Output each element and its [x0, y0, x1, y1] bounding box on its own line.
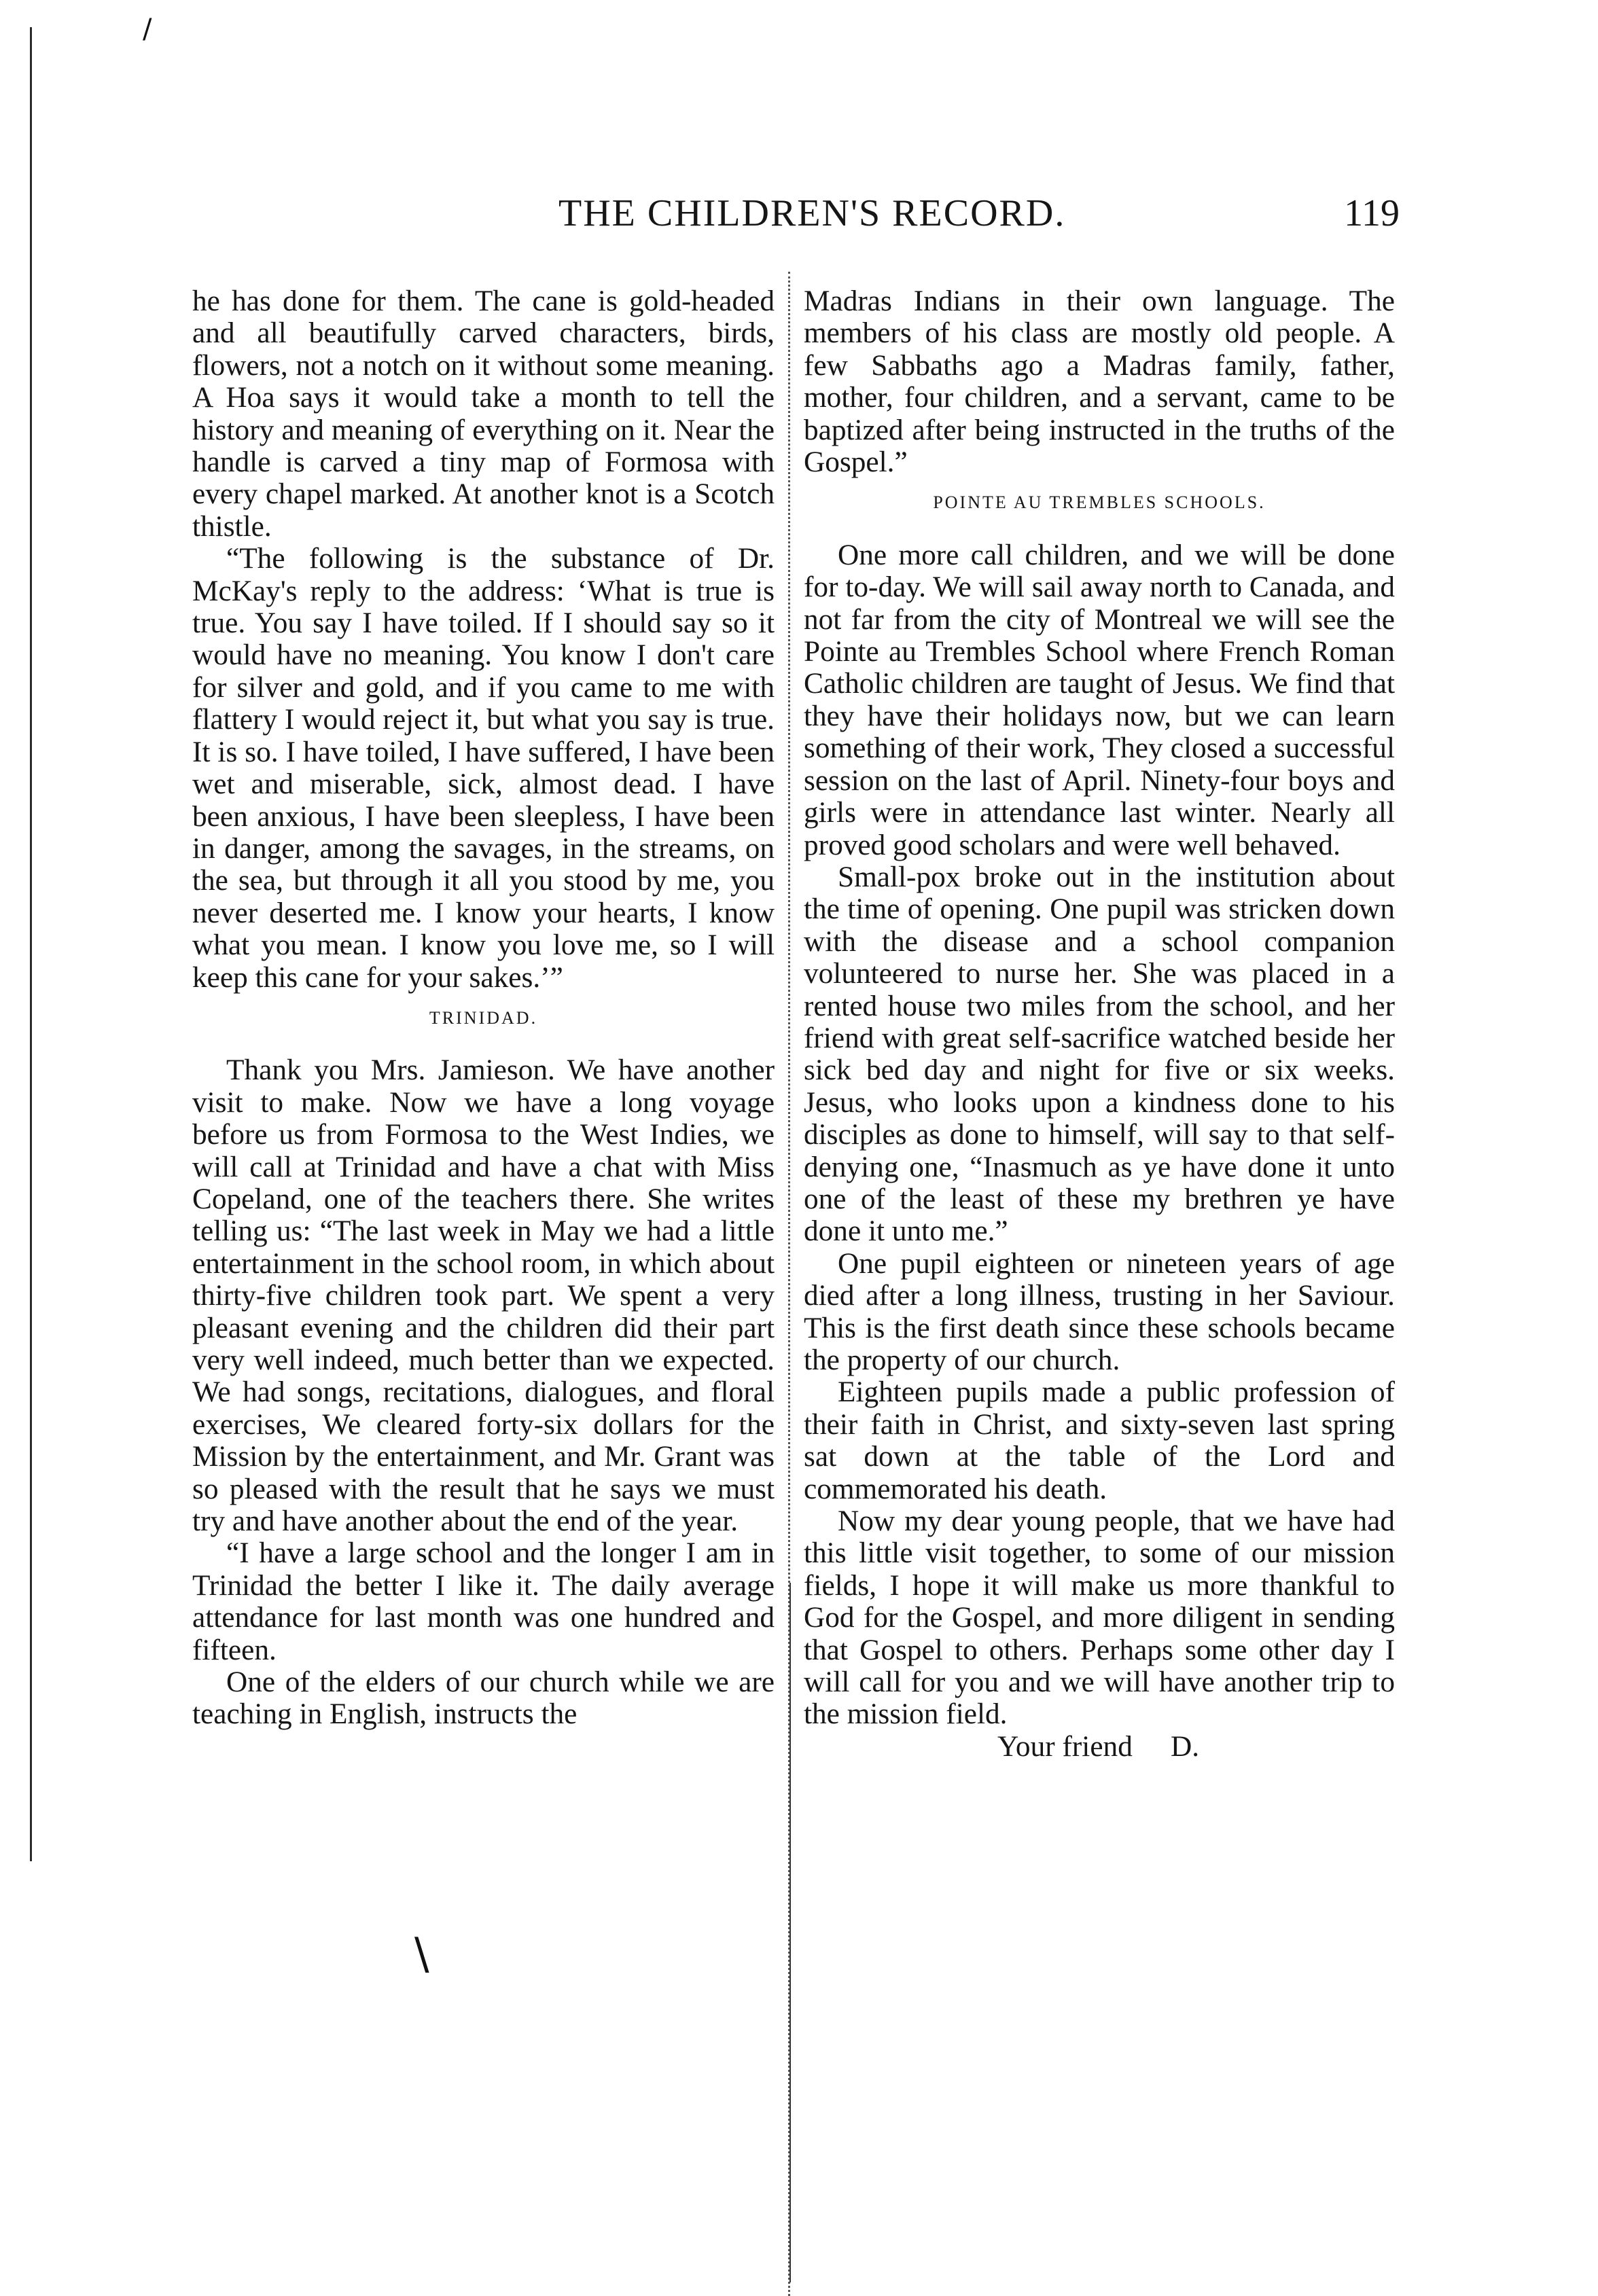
page-header: [204, 192, 1400, 246]
page-number: 119: [1344, 192, 1400, 234]
signoff-initial: D.: [1171, 1729, 1200, 1763]
section-heading-pointe-au-trembles: POINTE AU TREMBLES SCHOOLS.: [933, 492, 1266, 513]
scan-mark: /: [143, 14, 152, 45]
signoff-text: Your friend: [997, 1729, 1133, 1763]
left-margin-rule: [30, 27, 32, 1861]
paragraph: Now my dear young people, that we have had this little visit together, to some of our mission fields, I hope it will make us more thankful to God for the Gospel, and more diligent in sending that Gospel to others. Perhaps some other day I will call for you and we will have another trip to the mission field.: [804, 1505, 1395, 1731]
paragraph: One pupil eighteen or nineteen years of age died after a long illness, trusting in her Saviour. This is the first death since these schools became the property of our church.: [804, 1246, 1395, 1376]
page-title: THE CHILDREN'S RECORD.: [558, 192, 1066, 234]
paragraph: Madras Indians in their own language. The members of his class are mostly old people. A few Sabbaths ago a Madras family, father, mother, four children, and a servant, came to be baptized after being instructed in the truths of the Gospel.”: [804, 285, 1395, 479]
paragraph: “I have a large school and the longer I am in Trinidad the better I like it. The daily average attendance for last month was one hundred and fifteen.: [192, 1537, 775, 1666]
paragraph: One more call children, and we will be done for to-day. We will sail away north to Canada, and not far from the city of Montreal we will see the Pointe au Trembles School where French Roman Catholic children are taught of Jesus. We find that they have their holidays now, but we can learn something of their work, They closed a successful session on the last of April. Ninety-four boys and girls were in attendance last winter. Nearly all proved good scholars and were well behaved.: [804, 538, 1395, 861]
section-heading-trinidad: TRINIDAD.: [429, 1007, 538, 1028]
paragraph: Thank you Mrs. Jamieson. We have another visit to make. Now we have a long voyage before us from Formosa to the West Indies, we will call at Trinidad and have a chat with Miss Copeland, one of the teachers there. She writes telling us: “The last week in May we had a little entertainment in the school room, in which about thirty-five children took part. We spent a very pleasant evening and the children did their part very well indeed, much better than we expected. We had songs, recitations, dialogues, and floral exercises, We cleared forty-six dollars for the Mission by the entertainment, and Mr. Grant was so pleased with the result that he says we must try and have another about the end of the year.: [192, 1054, 775, 1538]
paragraph: Small-pox broke out in the institution about the time of opening. One pupil was stricken down with the disease and a school companion volunteered to nurse her. She was placed in a rented house two miles from the school, and her friend with great self-sacrifice watched beside her sick bed day and night for five or six weeks. Jesus, who looks upon a kindness done to his disciples as done to himself, will say to that self-denying one, “Inasmuch as ye have done it unto one of the least of these my brethren ye have done it unto me.”: [804, 860, 1395, 1248]
column-divider-solid: [789, 1583, 791, 2282]
right-column: [804, 285, 1395, 1766]
paragraph: Eighteen pupils made a public profession of their faith in Christ, and sixty-seven last spring sat down at the table of the Lord and commemorated his death.: [804, 1376, 1395, 1505]
paragraph: “The following is the substance of Dr. McKay's reply to the address: ‘What is true is true. You say I have toiled. If I should say so it would have no meaning. You know I don't care for silver and gold, and if you came to me with flattery I would reject it, but what you say is true. It is so. I have toiled, I have suffered, I have been wet and miserable, sick, almost dead. I have been anxious, I have been sleepless, I have been in danger, among the savages, in the streams, on the sea, but through it all you stood by me, you never deserted me. I know your hearts, I know what you mean. I know you love me, so I will keep this cane for your sakes.’”: [192, 542, 775, 994]
left-column: [192, 285, 775, 1731]
paragraph: he has done for them. The cane is gold-headed and all beautifully carved characters, birds, flowers, not a notch on it without some meaning. A Hoa says it would take a month to tell the history and meaning of everything on it. Near the handle is carved a tiny map of Formosa with every chapel marked. At another knot is a Scotch thistle.: [192, 285, 775, 543]
signoff: [804, 1731, 1395, 1766]
scan-mark: \: [414, 1929, 429, 1979]
paragraph: One of the elders of our church while we are teaching in English, instructs the: [192, 1666, 775, 1731]
